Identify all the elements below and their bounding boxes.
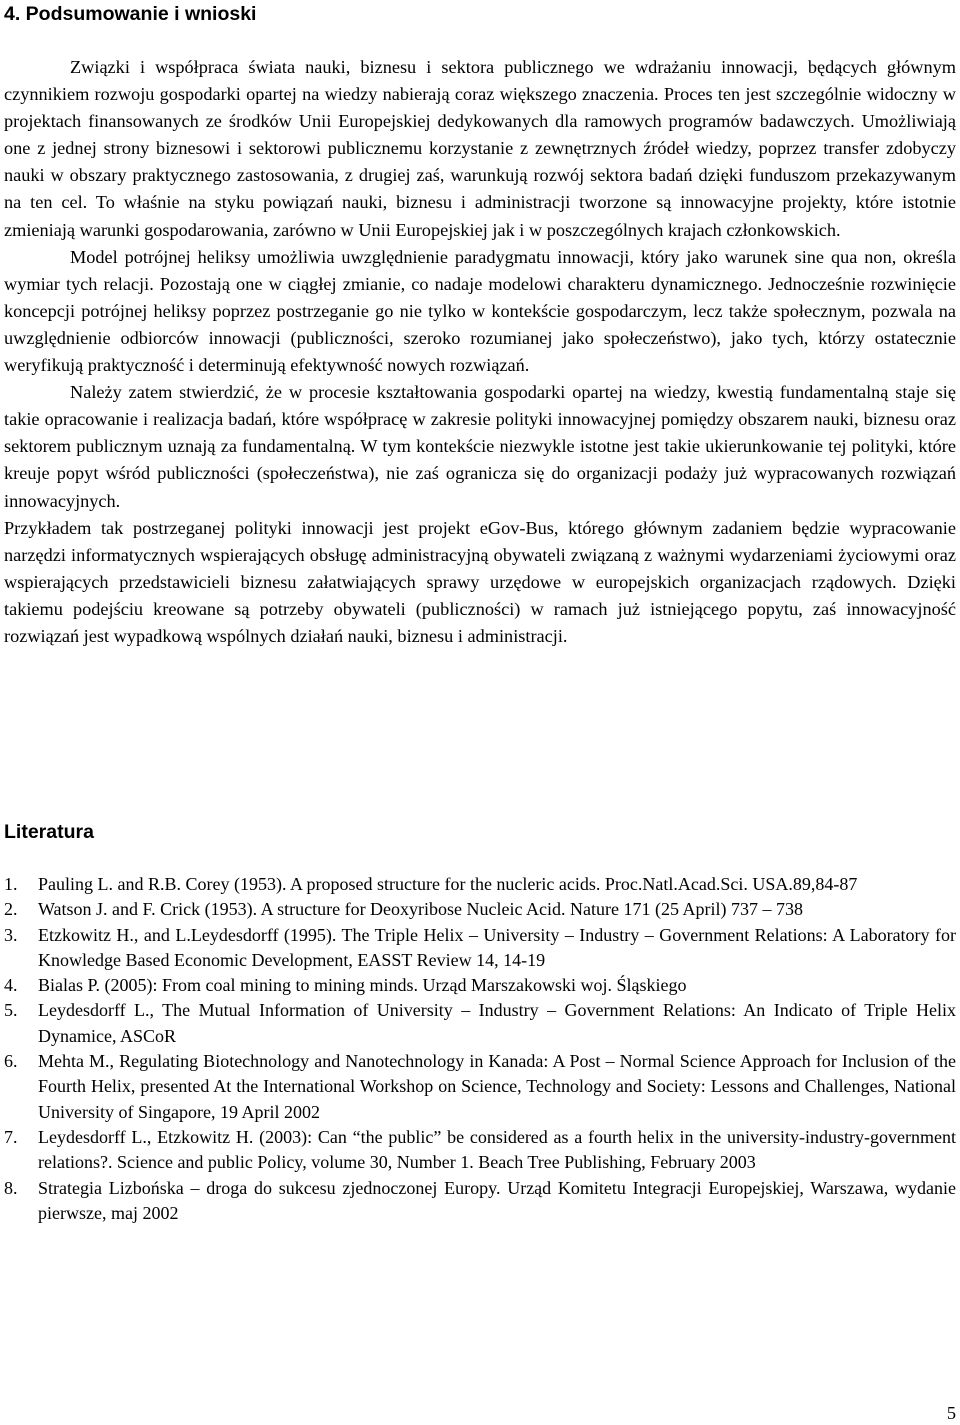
reference-item xyxy=(4,1049,956,1125)
reference-item xyxy=(4,897,956,922)
reference-item xyxy=(4,1176,956,1227)
page-number: 5 xyxy=(946,1403,956,1423)
reference-number: 1. xyxy=(4,874,18,894)
conclusions-body xyxy=(4,54,956,650)
section-title: 4. Podsumowanie i wnioski xyxy=(4,3,257,25)
references-title: Literatura xyxy=(4,821,94,843)
paragraph-1: Związki i współpraca świata nauki, biznesu i sektora publicznego we wdrażaniu innowacji, będących głównym czynnikiem rozwoju gospodarki opartej na wiedzy nabierają coraz większego znaczenia. Proces ten jest szczególnie widoczny w projektach finansowanych ze środków Unii Europejskiej dedykowanych dla ramowych programów badawczych. Umożliwiają one z jednej strony biznesowi i sektorowi publicznemu korzystanie z zewnętrznych źródeł wiedzy, poprzez transfer zdobyczy nauki w obszary praktycznego zastosowania, z drugiej zaś, warunkują rozwój sektora badań dzięki funduszom przekazywanym na ten cel. To właśnie na styku powiązań nauki, biznesu i administracji tworzone są innowacyjne projekty, które istotnie zmieniają warunki gospodarowania, zarówno w Unii Europejskiej jak i w poszczególnych krajach członkowskich. xyxy=(4,57,956,240)
reference-text: Etzkowitz H., and L.Leydesdorff (1995). The Triple Helix – University – Industry – Government Relations: A Laboratory for Knowledge Based Economic Development, EASST Review 14, 14-19 xyxy=(38,924,956,970)
reference-text: Bialas P. (2005): From coal mining to mining minds. Urząd Marszakowski woj. Śląskiego xyxy=(38,975,687,996)
reference-text: Pauling L. and R.B. Corey (1953). A proposed structure for the nucleric acids. Proc.Natl.Acad.Sci. USA.89,84-87 xyxy=(38,874,858,894)
reference-number: 6. xyxy=(4,1051,18,1072)
reference-number: 5. xyxy=(4,1000,18,1021)
reference-text: Mehta M., Regulating Biotechnology and Nanotechnology in Kanada: A Post – Normal Science Approach for Inclusion of the Fourth Helix, presented At the International Workshop on Science, Technology and Society: Lessons and Challenges, National University of Singapore, 19 April 2002 xyxy=(38,1051,956,1122)
reference-text: Leydesdorff L., The Mutual Information of University – Industry – Government Relations: An Indicato of Triple Helix Dynamice, ASCoR xyxy=(38,1000,956,1046)
reference-number: 4. xyxy=(4,975,18,996)
reference-item xyxy=(4,872,956,897)
references-list xyxy=(4,872,956,1226)
reference-text: Strategia Lizbońska – droga do sukcesu zjednoczonej Europy. Urząd Komitetu Integracji Europejskiej, Warszawa, wydanie pierwsze, maj 2002 xyxy=(38,1177,956,1223)
reference-item xyxy=(4,998,956,1049)
reference-text: Watson J. and F. Crick (1953). A structure for Deoxyribose Nucleic Acid. Nature 171 (25 April) 737 – 738 xyxy=(38,899,803,920)
reference-number: 2. xyxy=(4,899,18,920)
reference-number: 7. xyxy=(4,1126,18,1147)
paragraph-4: Przykładem tak postrzeganej polityki innowacji jest projekt eGov-Bus, którego głównym zadaniem będzie wypracowanie narzędzi informatycznych wspierających obsługę administracyjną obywateli związaną z ważnymi wydarzeniami życiowymi oraz wspierających przedstawicieli biznesu załatwiających sprawy urzędowe w europejskich organizacjach rządowych. Dzięki takiemu podejściu kreowane są potrzeby obywateli (publiczności) w ramach już istniejącego popytu, zaś innowacyjność rozwiązań jest wypadkową wspólnych działań nauki, biznesu i administracji. xyxy=(4,517,956,646)
reference-number: 8. xyxy=(4,1177,18,1198)
reference-item xyxy=(4,923,956,974)
reference-text: Leydesdorff L., Etzkowitz H. (2003): Can “the public” be considered as a fourth helix in the university-industry-government relations?. Science and public Policy, volume 30, Number 1. Beach Tree Publishing, February 2003 xyxy=(38,1126,956,1173)
reference-number: 3. xyxy=(4,924,18,945)
paragraph-3: Należy zatem stwierdzić, że w procesie kształtowania gospodarki opartej na wiedzy, kwestią fundamentalną staje się takie opracowanie i realizacja badań, które współpracę w zakresie polityki innowacyjnej pomiędzy obszarem nauki, biznesu oraz sektorem publicznym uznają za fundamentalną. W tym kontekście niezwykle istotne jest takie ukierunkowanie tej polityki, które kreuje popyt wśród publiczności (społeczeństwa), nie zaś ogranicza się do organizacji podaży już wypracowanych rozwiązań innowacyjnych. xyxy=(4,382,956,511)
paragraph-2: Model potrójnej heliksy umożliwia uwzględnienie paradygmatu innowacji, który jako warunek sine qua non, określa wymiar tych relacji. Pozostają one w ciągłej zmianie, co nadaje modelowi charakteru dynamicznego. Jednocześnie rozwinięcie koncepcji potrójnej heliksy poprzez postrzeganie go nie tylko w kontekście gospodarczym, lecz także społecznym, pozwala na uwzględnienie odbiorców innowacji (publiczności, szeroko rozumianej jako społeczeństwo), jako tych, którzy ostatecznie weryfikują praktyczność i determinują efektywność nowych rozwiązań. xyxy=(4,246,956,376)
reference-item xyxy=(4,973,956,998)
reference-item xyxy=(4,1125,956,1176)
